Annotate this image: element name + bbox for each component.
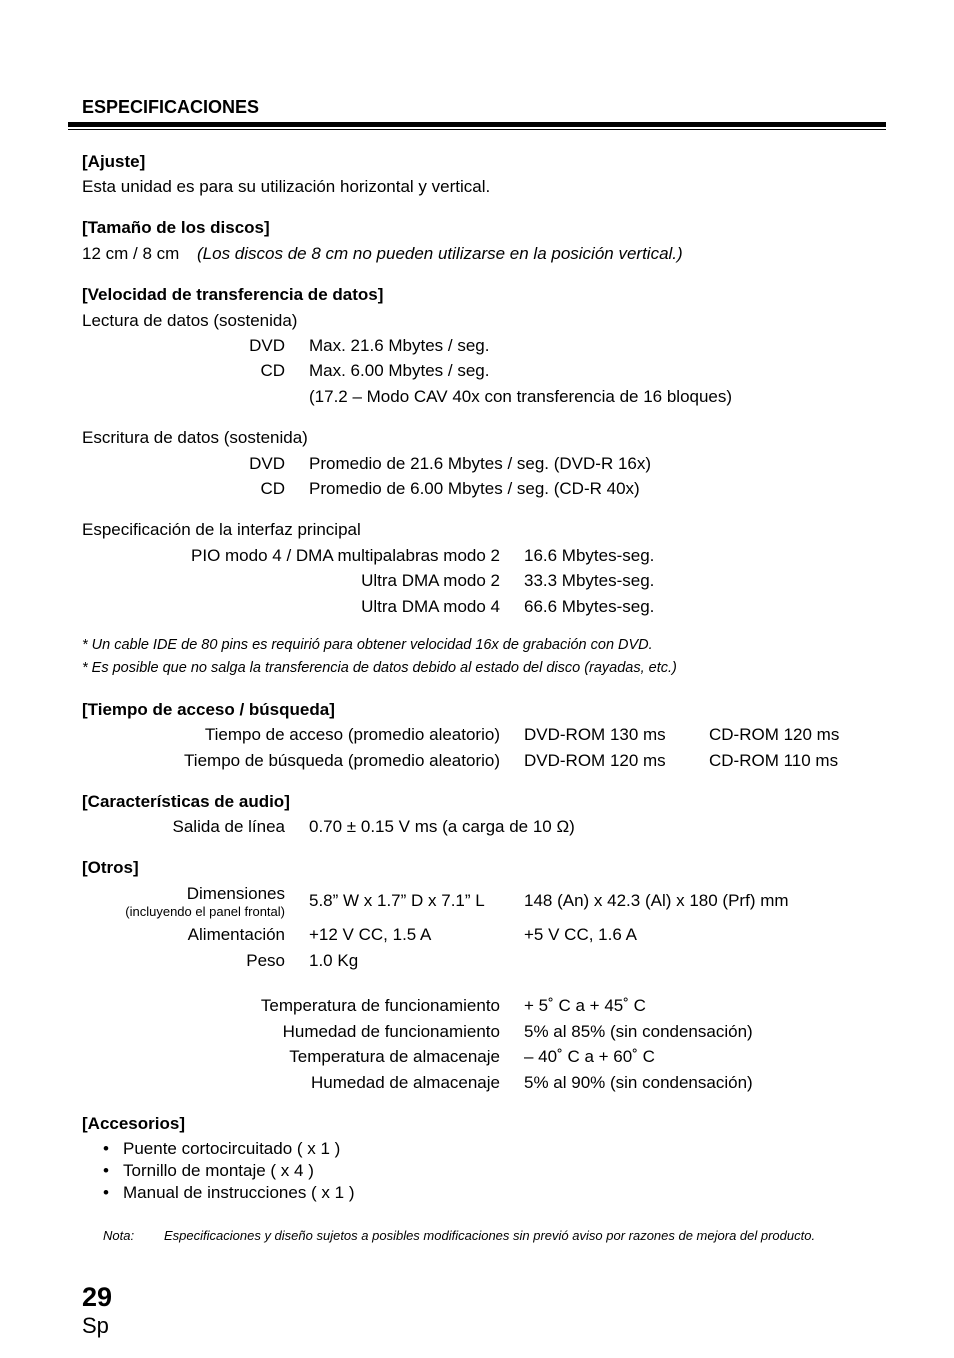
dimensiones-imperial: 5.8” W x 1.7” D x 7.1” L	[309, 891, 485, 910]
disc-sizes: 12 cm / 8 cm	[82, 244, 180, 263]
footer-note-text: Especificaciones y diseño sujetos a posibles modificaciones sin previó aviso por razones de mejora del producto.	[164, 1228, 816, 1243]
bullet: •	[103, 1139, 109, 1158]
ajuste-text: Esta unidad es para su utilización horizontal y vertical.	[82, 177, 491, 196]
interfaz-speed: 16.6 Mbytes-seg.	[524, 546, 655, 565]
interfaz-mode: Ultra DMA modo 4	[361, 597, 500, 616]
ambiente-label: Temperatura de funcionamiento	[260, 996, 500, 1015]
header-rule-thin	[68, 129, 886, 131]
accessory-item: Manual de instrucciones ( x 1 )	[123, 1183, 355, 1202]
section-heading-velocidad: [Velocidad de transferencia de datos]	[82, 285, 384, 304]
ambiente-label: Humedad de almacenaje	[310, 1073, 500, 1092]
section-heading-tamano: [Tamaño de los discos]	[82, 218, 270, 237]
language-code: Sp	[82, 1313, 109, 1338]
peso-label: Peso	[246, 951, 285, 970]
dimensiones-metric: 148 (An) x 42.3 (Al) x 180 (Prf) mm	[524, 891, 789, 910]
escritura-label: Escritura de datos (sostenida)	[82, 428, 308, 447]
interfaz-mode: Ultra DMA modo 2	[361, 571, 500, 590]
tiempo-row-dvd: DVD-ROM 130 ms	[524, 725, 666, 744]
ambiente-label: Temperatura de almacenaje	[289, 1047, 500, 1066]
ambiente-label: Humedad de funcionamiento	[282, 1022, 500, 1041]
lectura-cd-note: (17.2 – Modo CAV 40x con transferencia de 16 bloques)	[309, 387, 733, 406]
section-heading-ajuste: [Ajuste]	[82, 152, 146, 171]
tiempo-row-dvd: DVD-ROM 120 ms	[524, 751, 666, 770]
ambiente-value: 5% al 90% (sin condensación)	[524, 1073, 753, 1092]
escritura-dvd-value: Promedio de 21.6 Mbytes / seg. (DVD-R 16x)	[309, 454, 652, 473]
footer-note-label: Nota:	[103, 1228, 135, 1243]
ambiente-value: – 40˚ C a + 60˚ C	[524, 1047, 655, 1066]
lectura-dvd-value: Max. 21.6 Mbytes / seg.	[309, 336, 490, 355]
header-rule-thick	[68, 122, 886, 127]
alimentacion-label: Alimentación	[187, 925, 285, 944]
tiempo-row-cd: CD-ROM 110 ms	[709, 751, 839, 770]
interfaz-speed: 66.6 Mbytes-seg.	[524, 597, 655, 616]
tiempo-row-label: Tiempo de búsqueda (promedio aleatorio)	[184, 751, 500, 770]
transfer-note: * Es posible que no salga la transferencia de datos debido al estado del disco (rayadas, etc.)	[82, 660, 677, 676]
dimensiones-label: Dimensiones	[186, 884, 285, 903]
section-heading-audio: [Características de audio]	[82, 792, 290, 811]
page-number: 29	[82, 1282, 113, 1312]
accessory-item: Tornillo de montaje ( x 4 )	[123, 1161, 314, 1180]
tiempo-row-cd: CD-ROM 120 ms	[709, 725, 840, 744]
tiempo-row-label: Tiempo de acceso (promedio aleatorio)	[204, 725, 500, 744]
audio-label: Salida de línea	[172, 817, 285, 836]
section-heading-accesorios: [Accesorios]	[82, 1114, 185, 1133]
alimentacion-5v: +5 V CC, 1.6 A	[524, 925, 637, 944]
interfaz-label: Especificación de la interfaz principal	[82, 520, 361, 539]
alimentacion-12v: +12 V CC, 1.5 A	[309, 925, 432, 944]
ambiente-value: 5% al 85% (sin condensación)	[524, 1022, 753, 1041]
section-heading-otros: [Otros]	[82, 858, 139, 877]
page-title: ESPECIFICACIONES	[82, 97, 260, 117]
lectura-cd-label: CD	[260, 361, 285, 380]
lectura-cd-value: Max. 6.00 Mbytes / seg.	[309, 361, 490, 380]
accessory-item: Puente cortocircuitado ( x 1 )	[123, 1139, 341, 1158]
interfaz-speed: 33.3 Mbytes-seg.	[524, 571, 655, 590]
section-heading-tiempo: [Tiempo de acceso / búsqueda]	[82, 700, 335, 719]
lectura-label: Lectura de datos (sostenida)	[82, 311, 298, 330]
transfer-note: * Un cable IDE de 80 pins es requirió para obtener velocidad 16x de grabación con DVD.	[82, 637, 653, 653]
disc-size-note: (Los discos de 8 cm no pueden utilizarse en la posición vertical.)	[197, 244, 683, 263]
lectura-dvd-label: DVD	[249, 336, 285, 355]
audio-value: 0.70 ± 0.15 V ms (a carga de 10 Ω)	[309, 817, 575, 836]
escritura-cd-label: CD	[260, 479, 285, 498]
dimensiones-sublabel: (incluyendo el panel frontal)	[125, 904, 285, 919]
escritura-dvd-label: DVD	[249, 454, 285, 473]
escritura-cd-value: Promedio de 6.00 Mbytes / seg. (CD-R 40x)	[309, 479, 640, 498]
ambiente-value: + 5˚ C a + 45˚ C	[524, 996, 646, 1015]
peso-value: 1.0 Kg	[309, 951, 359, 970]
bullet: •	[103, 1183, 109, 1202]
interfaz-mode: PIO modo 4 / DMA multipalabras modo 2	[191, 546, 500, 565]
bullet: •	[103, 1161, 109, 1180]
